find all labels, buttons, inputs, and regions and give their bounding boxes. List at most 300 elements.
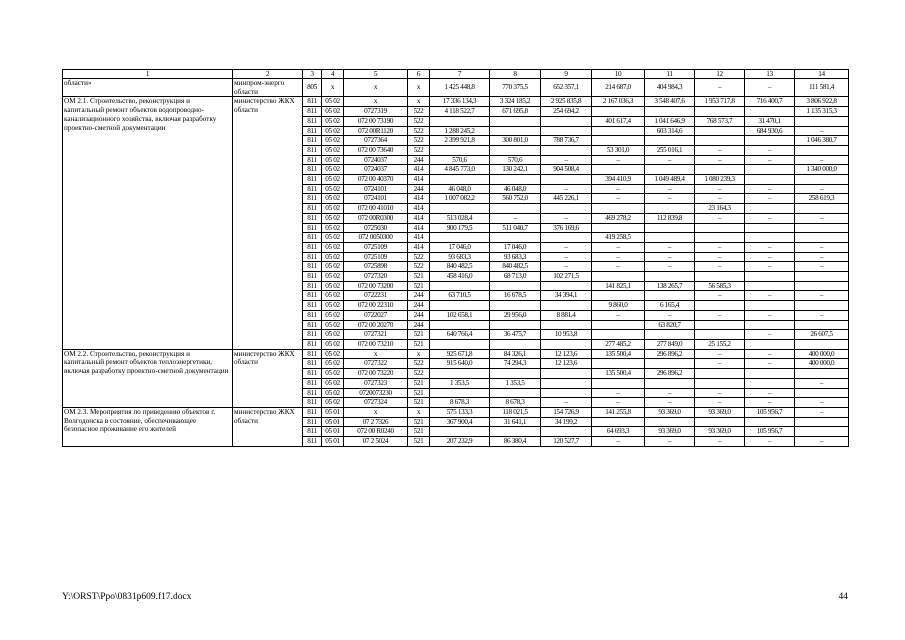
table-cell: 111 581,4 — [795, 79, 849, 97]
table-cell: 511 040,7 — [490, 223, 541, 233]
table-cell: 925 671,8 — [430, 349, 490, 359]
table-cell: – — [592, 252, 645, 262]
table-cell — [795, 272, 849, 282]
table-cell: 522 — [408, 145, 430, 155]
table-cell: – — [695, 388, 745, 398]
table-cell — [490, 175, 541, 185]
column-number: 12 — [695, 70, 745, 79]
table-cell — [490, 204, 541, 214]
table-cell: 522 — [408, 359, 430, 369]
table-cell: – — [592, 388, 645, 398]
table-cell: – — [645, 437, 695, 447]
table-cell: – — [695, 310, 745, 320]
table-cell: – — [795, 184, 849, 194]
table-cell: 93 369,0 — [645, 407, 695, 417]
table-cell: 0727322 — [344, 359, 408, 369]
table-cell: 811 — [303, 339, 322, 349]
table-cell: 400 000,0 — [795, 349, 849, 359]
table-cell: 521 — [408, 437, 430, 447]
table-cell — [541, 427, 592, 437]
table-cell — [795, 369, 849, 379]
table-cell: 522 — [408, 136, 430, 146]
table-cell: 521 — [408, 339, 430, 349]
table-cell: 05 02 — [322, 116, 344, 126]
table-cell: 29 956,0 — [490, 310, 541, 320]
table-cell: 0727324 — [344, 398, 408, 408]
ministry-name: министерство ЖКХ области — [233, 349, 303, 407]
table-cell: 1 353,5 — [430, 378, 490, 388]
table-cell — [645, 378, 695, 388]
table-cell: – — [745, 398, 795, 408]
table-row — [63, 97, 849, 107]
table-cell: 522 — [408, 126, 430, 136]
table-cell: 05 02 — [322, 310, 344, 320]
table-cell: 072 00 73200 — [344, 281, 408, 291]
table-cell: 811 — [303, 165, 322, 175]
table-cell: 05 02 — [322, 107, 344, 117]
table-cell: 811 — [303, 194, 322, 204]
table-cell: – — [745, 330, 795, 340]
table-cell: 244 — [408, 320, 430, 330]
table-cell — [430, 204, 490, 214]
table-cell: 570,6 — [490, 155, 541, 165]
table-cell: 394 410,9 — [592, 175, 645, 185]
table-cell: 244 — [408, 184, 430, 194]
table-cell — [541, 281, 592, 291]
table-cell — [745, 107, 795, 117]
table-cell: 904 508,4 — [541, 165, 592, 175]
column-number: 9 — [541, 70, 592, 79]
table-cell: 68 713,0 — [490, 272, 541, 282]
table-cell: 10 953,8 — [541, 330, 592, 340]
table-cell — [541, 233, 592, 243]
table-cell: 811 — [303, 184, 322, 194]
table-cell: 521 — [408, 330, 430, 340]
table-cell: 05 02 — [322, 378, 344, 388]
table-cell: 414 — [408, 233, 430, 243]
table-cell: – — [695, 349, 745, 359]
table-cell — [695, 301, 745, 311]
table-cell — [490, 388, 541, 398]
table-cell: 26 607,5 — [795, 330, 849, 340]
table-cell — [430, 116, 490, 126]
table-cell: – — [745, 437, 795, 447]
table-cell: 652 357,1 — [541, 79, 592, 97]
table-cell: 05 02 — [322, 126, 344, 136]
table-cell: – — [645, 398, 695, 408]
table-cell: – — [645, 155, 695, 165]
table-cell: – — [795, 155, 849, 165]
table-cell: 05 02 — [322, 213, 344, 223]
table-cell: 521 — [408, 427, 430, 437]
table-cell: – — [745, 184, 795, 194]
table-cell: 0727320 — [344, 272, 408, 282]
table-cell — [430, 145, 490, 155]
table-cell — [490, 427, 541, 437]
table-cell — [490, 281, 541, 291]
table-cell: – — [645, 310, 695, 320]
table-cell: 46 048,0 — [430, 184, 490, 194]
table-cell: 05 02 — [322, 330, 344, 340]
table-cell — [645, 136, 695, 146]
table-cell: – — [695, 252, 745, 262]
table-cell: 072 00 73190 — [344, 116, 408, 126]
table-cell: 522 — [408, 116, 430, 126]
table-cell: – — [645, 194, 695, 204]
table-cell: 072 00R0300 — [344, 213, 408, 223]
table-row — [63, 79, 849, 97]
table-cell — [695, 126, 745, 136]
table-cell: 1 007 082,2 — [430, 194, 490, 204]
table-cell: 05 02 — [322, 272, 344, 282]
ministry-name: минпром-энерго области — [233, 79, 303, 97]
table-cell: 17 046,0 — [490, 242, 541, 252]
table-cell: 05 02 — [322, 223, 344, 233]
table-cell: x — [408, 407, 430, 417]
table-cell: 12 123,6 — [541, 349, 592, 359]
table-cell — [430, 339, 490, 349]
table-cell: 244 — [408, 301, 430, 311]
table-cell: 296 896,2 — [645, 349, 695, 359]
table-cell: 811 — [303, 388, 322, 398]
table-cell: 05 02 — [322, 291, 344, 301]
table-cell: 414 — [408, 194, 430, 204]
table-cell: 255 016,1 — [645, 145, 695, 155]
table-cell: – — [541, 398, 592, 408]
table-cell: 684 930,6 — [745, 126, 795, 136]
table-cell: 811 — [303, 330, 322, 340]
table-cell — [745, 378, 795, 388]
table-cell — [541, 116, 592, 126]
table-cell: 811 — [303, 242, 322, 252]
table-cell — [490, 369, 541, 379]
table-cell: 811 — [303, 369, 322, 379]
table-cell: 445 226,1 — [541, 194, 592, 204]
table-cell: 86 380,4 — [490, 437, 541, 447]
table-cell: – — [592, 194, 645, 204]
table-cell: 4 845 773,0 — [430, 165, 490, 175]
table-cell: 74 294,3 — [490, 359, 541, 369]
table-cell — [592, 223, 645, 233]
table-cell: x — [344, 349, 408, 359]
table-cell: – — [795, 378, 849, 388]
table-cell: 522 — [408, 252, 430, 262]
table-cell — [645, 272, 695, 282]
table-cell: 05 02 — [322, 301, 344, 311]
table-cell — [490, 233, 541, 243]
table-cell: 63 820,7 — [645, 320, 695, 330]
table-cell: – — [541, 252, 592, 262]
table-cell: 05 02 — [322, 242, 344, 252]
table-cell — [795, 339, 849, 349]
table-cell: – — [745, 194, 795, 204]
table-cell — [490, 126, 541, 136]
column-number: 2 — [233, 70, 303, 79]
table-cell: 414 — [408, 213, 430, 223]
table-cell: 25 155,2 — [695, 339, 745, 349]
table-cell: – — [795, 310, 849, 320]
table-cell: 400 000,0 — [795, 359, 849, 369]
table-cell: 05 01 — [322, 407, 344, 417]
program-name: области» — [63, 79, 233, 97]
table-cell — [745, 320, 795, 330]
table-cell: 93 369,0 — [695, 427, 745, 437]
table-cell: 0727321 — [344, 330, 408, 340]
page-number: 44 — [838, 592, 848, 602]
table-cell: 1 046 380,7 — [795, 136, 849, 146]
table-cell: 0725898 — [344, 262, 408, 272]
table-cell — [541, 126, 592, 136]
table-cell — [592, 378, 645, 388]
table-cell: – — [490, 213, 541, 223]
column-number: 5 — [344, 70, 408, 79]
table-cell: 414 — [408, 165, 430, 175]
table-cell: x — [408, 349, 430, 359]
table-cell: – — [695, 437, 745, 447]
table-cell: 07 2 5024 — [344, 437, 408, 447]
table-cell — [490, 339, 541, 349]
table-cell: 811 — [303, 407, 322, 417]
table-cell: 770 375,5 — [490, 79, 541, 97]
table-cell — [430, 233, 490, 243]
table-cell: 811 — [303, 398, 322, 408]
table-cell: x — [344, 407, 408, 417]
table-cell: 120 527,7 — [541, 437, 592, 447]
table-cell: 56 585,3 — [695, 281, 745, 291]
table-cell: 34 199,2 — [541, 417, 592, 427]
table-cell: – — [592, 310, 645, 320]
table-cell: 0725109 — [344, 242, 408, 252]
table-cell — [795, 145, 849, 155]
table-cell: 2 925 835,8 — [541, 97, 592, 107]
table-cell: 521 — [408, 388, 430, 398]
table-cell: 6 165,4 — [645, 301, 695, 311]
table-cell — [592, 417, 645, 427]
table-cell: – — [795, 252, 849, 262]
table-cell: 105 956,7 — [745, 427, 795, 437]
table-cell — [745, 175, 795, 185]
column-number: 10 — [592, 70, 645, 79]
table-cell: – — [592, 242, 645, 252]
table-cell: 258 619,3 — [795, 194, 849, 204]
column-number: 11 — [645, 70, 695, 79]
table-cell: 05 01 — [322, 427, 344, 437]
table-cell: 367 900,4 — [430, 417, 490, 427]
table-cell: 8 678,3 — [490, 398, 541, 408]
table-cell: 072 0050300 — [344, 233, 408, 243]
table-cell: 05 02 — [322, 349, 344, 359]
table-cell — [592, 204, 645, 214]
table-cell: 0724037 — [344, 165, 408, 175]
table-cell — [645, 417, 695, 427]
table-cell: x — [408, 79, 430, 97]
table-cell: 072 00 73640 — [344, 145, 408, 155]
column-number-row — [63, 70, 849, 79]
table-cell: 522 — [408, 369, 430, 379]
table-cell: 811 — [303, 378, 322, 388]
table-cell: 207 232,9 — [430, 437, 490, 447]
table-cell: 0724037 — [344, 155, 408, 165]
table-cell: 64 693,3 — [592, 427, 645, 437]
table-cell: 300 801,0 — [490, 136, 541, 146]
table-cell: 811 — [303, 349, 322, 359]
table-cell: 0722231 — [344, 291, 408, 301]
table-cell: 811 — [303, 223, 322, 233]
table-cell: 05 02 — [322, 194, 344, 204]
table-cell: 575 133,3 — [430, 407, 490, 417]
table-cell: 414 — [408, 223, 430, 233]
table-cell: 521 — [408, 281, 430, 291]
table-cell — [795, 281, 849, 291]
column-number: 14 — [795, 70, 849, 79]
table-cell — [745, 281, 795, 291]
table-cell: 05 02 — [322, 233, 344, 243]
table-cell: 31 470,1 — [745, 116, 795, 126]
table-cell: 05 02 — [322, 145, 344, 155]
table-cell: 1 953 717,8 — [695, 97, 745, 107]
table-cell: 277 849,0 — [645, 339, 695, 349]
table-cell: 102 658,1 — [430, 310, 490, 320]
table-cell — [430, 175, 490, 185]
table-cell: 0724101 — [344, 194, 408, 204]
table-cell: 05 02 — [322, 359, 344, 369]
table-cell: – — [745, 359, 795, 369]
table-cell: x — [344, 97, 408, 107]
column-number: 13 — [745, 70, 795, 79]
table-cell: 135 500,4 — [592, 349, 645, 359]
table-cell: 469 278,2 — [592, 213, 645, 223]
table-cell: 811 — [303, 427, 322, 437]
table-cell: – — [645, 252, 695, 262]
table-cell: 05 02 — [322, 281, 344, 291]
table-cell — [490, 301, 541, 311]
table-cell: 34 394,1 — [541, 291, 592, 301]
table-cell: x — [408, 97, 430, 107]
table-cell: 1 135 315,3 — [795, 107, 849, 117]
table-cell: 521 — [408, 398, 430, 408]
table-cell: 414 — [408, 204, 430, 214]
table-cell: 915 640,0 — [430, 359, 490, 369]
table-cell: 05 02 — [322, 204, 344, 214]
table-cell: 244 — [408, 310, 430, 320]
table-cell: 1 353,5 — [490, 378, 541, 388]
table-cell: – — [795, 126, 849, 136]
table-cell — [645, 291, 695, 301]
table-cell: – — [695, 291, 745, 301]
table-cell: 811 — [303, 359, 322, 369]
table-cell: – — [795, 398, 849, 408]
table-cell — [430, 281, 490, 291]
table-cell — [745, 417, 795, 427]
table-cell — [592, 165, 645, 175]
table-cell — [645, 165, 695, 175]
table-cell: 811 — [303, 175, 322, 185]
table-cell: 458 416,0 — [430, 272, 490, 282]
table-cell: 31 641,1 — [490, 417, 541, 427]
table-cell: 36 475,7 — [490, 330, 541, 340]
table-cell: – — [592, 155, 645, 165]
table-cell: 811 — [303, 417, 322, 427]
table-cell: – — [695, 398, 745, 408]
table-cell: 277 485,2 — [592, 339, 645, 349]
table-cell: 840 482,5 — [430, 262, 490, 272]
table-cell: 072 00 22310 — [344, 301, 408, 311]
table-cell: 141 255,8 — [592, 407, 645, 417]
table-cell: – — [645, 242, 695, 252]
table-cell: 244 — [408, 155, 430, 165]
table-cell — [592, 126, 645, 136]
table-cell — [745, 369, 795, 379]
table-cell — [645, 204, 695, 214]
table-cell: – — [541, 242, 592, 252]
table-cell: 072 00 73210 — [344, 339, 408, 349]
table-cell: 716 400,7 — [745, 97, 795, 107]
table-cell: 2 167 036,3 — [592, 97, 645, 107]
table-cell: 05 02 — [322, 136, 344, 146]
table-cell — [645, 223, 695, 233]
table-cell — [645, 233, 695, 243]
table-cell: – — [795, 242, 849, 252]
table-cell — [745, 136, 795, 146]
table-cell — [745, 233, 795, 243]
table-cell — [695, 223, 745, 233]
table-cell — [592, 330, 645, 340]
table-cell: 072 00R1120 — [344, 126, 408, 136]
table-cell: – — [695, 194, 745, 204]
table-cell — [430, 320, 490, 330]
table-cell: – — [695, 145, 745, 155]
table-cell — [695, 107, 745, 117]
table-cell: 112 839,8 — [645, 213, 695, 223]
table-cell: 254 694,2 — [541, 107, 592, 117]
table-cell: – — [592, 262, 645, 272]
table-cell: 05 02 — [322, 252, 344, 262]
column-number: 7 — [430, 70, 490, 79]
table-cell: 0722027 — [344, 310, 408, 320]
column-number: 6 — [408, 70, 430, 79]
table-cell — [430, 301, 490, 311]
table-cell: – — [695, 155, 745, 165]
table-cell: 05 02 — [322, 165, 344, 175]
table-cell: 0725030 — [344, 223, 408, 233]
table-cell — [541, 145, 592, 155]
table-cell: – — [795, 407, 849, 417]
table-cell: 07 2 7326 — [344, 417, 408, 427]
table-cell: 0727319 — [344, 107, 408, 117]
column-number: 4 — [322, 70, 344, 79]
table-cell: – — [795, 213, 849, 223]
table-cell: – — [695, 262, 745, 272]
table-cell: 072 00 41010 — [344, 204, 408, 214]
table-cell: 811 — [303, 262, 322, 272]
table-cell: 0724101 — [344, 184, 408, 194]
table-cell: 105 956,7 — [745, 407, 795, 417]
table-cell: 05 01 — [322, 437, 344, 447]
table-cell — [592, 272, 645, 282]
table-cell: 671 695,8 — [490, 107, 541, 117]
table-cell — [795, 175, 849, 185]
ministry-name: министерство ЖКХ области — [233, 97, 303, 349]
table-cell: – — [745, 349, 795, 359]
table-cell: – — [795, 437, 849, 447]
table-cell: 414 — [408, 175, 430, 185]
table-cell — [541, 339, 592, 349]
table-cell — [695, 136, 745, 146]
table-cell: 296 896,2 — [645, 369, 695, 379]
table-cell — [490, 116, 541, 126]
table-cell: 2 399 921,8 — [430, 136, 490, 146]
table-body — [63, 70, 849, 447]
